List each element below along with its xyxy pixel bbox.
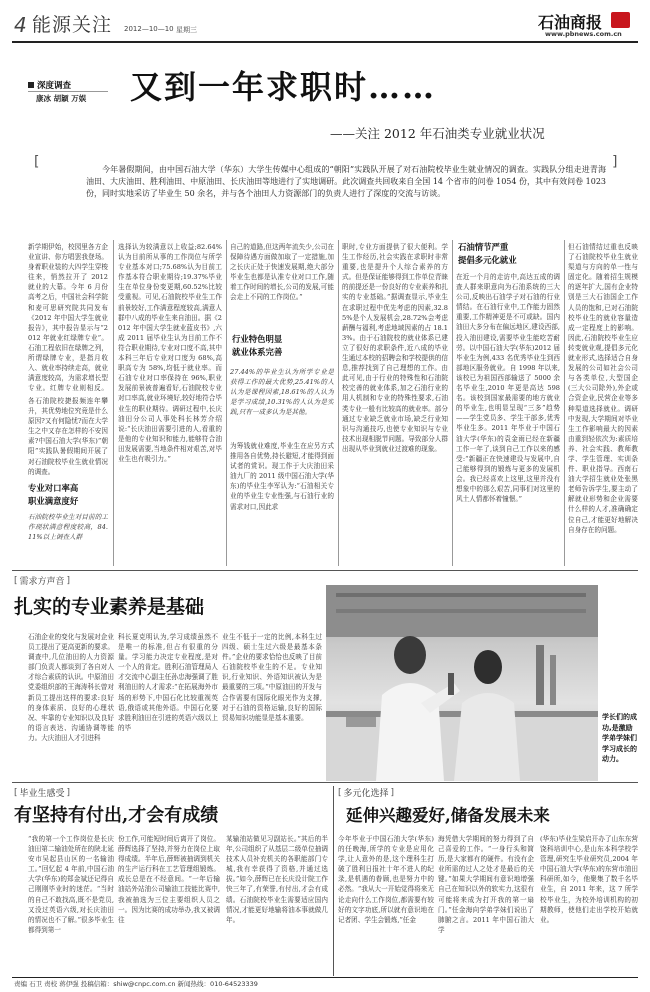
col-divider	[452, 240, 453, 566]
header-rule	[12, 41, 638, 43]
feature-col3-heading1: 行业特色明显	[232, 334, 283, 344]
feature-col1-heading1: 专业对口率高	[28, 483, 79, 493]
diverse-tag	[338, 786, 394, 799]
diverse-col3: (华东)毕业生梁启开办了山东东营饶科培训中心,是山东本科学校学管理,研究生毕业研究员,2004 年中国石油大学(华东)的东营市油田科研所,如今，他聚集了数千名毕业生，自 2011 年来，这 7 所学校毕业生，为校外培训机构的初期教师，使他们走出学校开始就业。	[540, 835, 638, 924]
logo-badge-icon	[611, 12, 630, 28]
feature-col4: 职时,专业方面提供了很大便利。学生工作经历,社会实践在求职时非常重要,也是提升个人综合素养的方式。但是保证能够得到工作单位青睐的前提还是一份良好的专业素养和扎实的专业基础。”据调查显示,毕业生在求职过程中优先考虑的因素,32.85%是个人发展机会,28.72%会考虑薪酬与福利,考虑地域因素的占 18.13%。由于石油院校的就业体系已建立了很好的求职条件,近八成的毕业生通过本校的招聘会和学校提供的信息,推荐找到了自己理想的工作。由此可见,由于行业的特殊性和石油院校完善的就业体系,加之石油行业的用人机制和专业的特殊性要求,石油类专业一般有比较高的就业率。部分通过专业缺乏就业市场,缺乏行业知识与沟通技巧,也使专业知识与专业技术出现相脱节问题。导致部分人群出现从毕业到就业过渡难的现象。	[342, 243, 448, 453]
feature-col1: 新学期伊始，校园里各方企业宣讲、你方唱罢我登场。身着职业装的大四学生穿梭往来，悄然拉开了 2012 就业的大幕。今年 6 月份高考之后，中国社会科学院和麦可思研究院共同发布《2012 年中国大学生就业报告》，其中报告显示与“2012 年就业红绿牌专业”。石油工程依旧在绿牌之列，所谓绿牌专业，是指月收入、就业率持续走高，就业满意度较高，为需求增长型专业。红牌专业则相反。	[28, 243, 108, 393]
growth-col1: “我的第一个工作岗位是长庆油田第二输油处所在的陕北延安市吴起县山区的一名输油工。”回忆起 4 年前,中国石油大学(华东)的郑金斌还记得自己刚刚毕业时的迷茫。“当时的自己不敢找高,既不是党员,又没过英语六级,对长庆油田的情况也不了解。”很多毕业生都得到第一	[28, 835, 114, 934]
feature-col3-heading2: 就业体系完善	[232, 347, 283, 357]
footer-rule	[12, 977, 638, 978]
bracket-icon: [	[14, 575, 18, 586]
section-title: 能源关注	[32, 14, 113, 36]
feature-col3c: 为筹钱就业难度,毕业生在应另方式推用各自优势,持长避短,才能得到面试者的赏识。现工作于大庆油田采油九厂的 2011 级中国石油大学(华东)的毕业生李军认为:“石油相关专业的毕业生专业性强,与石油行业的需求对口,因此求	[230, 442, 334, 511]
diverse-col1: 今年毕业于中国石油大学(华东)的任晚海,所学的专业是应用化学,让人意外的是,这个理科生打破了胜利日报社十年不进人的纪录,是机遇的眷顾,也是努力中的必然。“我从大一开始觉得将来无论走向什么工作岗位,都需要有较好的文字功底,所以就有意识地在记者团、学生会锻炼,”任金	[338, 835, 434, 924]
feature-col5-heading2: 提倡多元化就业	[458, 255, 517, 265]
diverse-tag-label: 多元化选择	[343, 789, 389, 799]
feature-tag-label: 深度调查	[37, 81, 72, 91]
square-icon	[28, 82, 34, 88]
page-header	[0, 0, 650, 46]
col-divider	[338, 240, 339, 566]
growth-col2: 份工作,可能短时间后离开了岗位。薛辉选择了坚持,并努力在岗位上取得成绩。半年后,薛辉被抽调到机关的生产运行科在工艺管理组锻炼。成长总是在不经意间。“一年后输油站外站油公司输油工技能比赛中,我被抽选为三位主要组织人员之一。因为比赛的成功举办,我又被调往	[118, 835, 220, 924]
section-rule	[12, 570, 638, 571]
newspaper-website: www.pbnews.com.cn	[545, 30, 622, 38]
feature-col3b: 27.44%的毕业生认为所学专业是获得工作的最大优势,25.41%的人认为是课程因素,18.61%的人认为是学习成绩,10.31%的人认为是实践,只有一成多认为是其他。	[230, 368, 334, 417]
feature-col1-heading2: 职业满意度好	[28, 496, 79, 506]
growth-col3: 某输油站做见习副站长。”其后的半年,公司组织了从基层二级单位抽调技术人员补充机关的各职能部门专城,我有幸获得了资格,并通过选拔。”如今,薛辉已在长庆设计院工作快三年了,有荣誉,有付出,才会有成绩。石油院校毕业生需要适应国内情况,才能更好地输将油本事就做几年。	[226, 835, 328, 924]
bracket-icon: ]	[66, 787, 71, 798]
demand-title: 扎实的专业素养是基础	[14, 596, 205, 618]
diverse-col2: 海凭借大学期间的努力得到了自己喜爱的工作。“一身行头和简历,是大家都有的硬件。有没有企业所需的过人之处才是最后的关键。”如果大学期间有意识地增强自己在知识以外的软实力,这很有可能将来成为打开我的第一扇门。”任金海向学弟学妹们说出了肺腑之言。2011 年中国石油大学	[438, 835, 534, 934]
demand-tag-label: 需求方声音	[19, 577, 65, 587]
feature-col5-heading1: 石油情节严重	[458, 242, 509, 252]
demand-col1: 石油企业的变化与发展对企业员工提出了更高更新的要求。调查中,几位油田的人力资源部门负责人都谈到了各自对人才综合素质的认识。中原油田党委组织部的王海涛科长曾对新员工提出这样的要求:良好的身体素质、良好的心理状况、牢靠的专业知识以及良好的语言表达、沟通协调等能力。大庆油田人才引进科	[28, 633, 114, 742]
growth-tag-label: 毕业生感受	[19, 789, 65, 799]
growth-title: 有坚持有付出,才会有成绩	[14, 805, 219, 826]
feature-title: 又到一年求职时……	[130, 68, 437, 106]
issue-date: 2012—10—10	[124, 25, 174, 33]
growth-tag	[14, 786, 70, 799]
feature-col3: 自己的道路,但这两年流失少,公司在保障待遇方面做加取了一定措施,加之长庆正处于快速发展期,绝大部分毕业生也都是认准专业对口工作,随着工作时间的增长,公司的发展,可能会走上不同的工作岗位。”	[230, 243, 334, 302]
page-number: 4	[14, 13, 27, 37]
col-divider	[564, 240, 565, 566]
feature-lead: 今年暑假期间，由中国石油大学（华东）大学生传媒中心组成的“朝阳”实践队开展了对石油院校毕业生就业情况的调查。实践队分组走进青海油田、大庆油田、胜利油田、中原油田、长庆油田等地进行了实地调研。此次调查共回收来自全国 14 个省市的问卷 1054 份，其中有效问卷 1023 份，同时实地采访了毕业生 50 余名，并与各个油田人力资源部门的负责人进行了深度的交流与访谈。	[86, 165, 606, 199]
lead-quote-icon-right: ]	[612, 154, 618, 170]
feature-tag	[28, 79, 71, 91]
feature-col5: 在近一个月的走访中,高达五成的调查人群来职意向为石油系统的三大公司,反映出石油学子对石油的行业情结。在石油行业中,工作能力固然重要,工作精神更是不可或缺。国内油田大多分布在偏远地区,建设西部,投入油田建设,需要毕业生能吃苦耐劳。以中国石油大学(华东)2012 届毕业生为例,433 名优秀毕业生到西部地区服务就业。自 1998 年以来,该校已为祖国西部输送了 5000 余名毕业生,2010 年更是高达 598 名。该校到国家最需要的地方就业的毕业生,也明显呈现“三多”趋势——学生党员多、学生干部多,优秀毕业生多。2011 年毕业于中国石油大学(华东)的袁金雨已经在新疆工作一年了,谈到自己工作以来的感受:“新疆正在快速建设与发展中,自己能够得到的锻炼与更多的发展机会。我已经喜欢上这里,这里并没有想象中的那么艰苦,同事们对这里的风土人情都怀着憧憬。”	[456, 273, 560, 504]
feature-authors: 康冰 胡颖 万娱	[36, 94, 87, 103]
photo-caption: 学长们的成功,是激励学弟学妹们学习成长的动力。	[602, 713, 637, 763]
newspaper-logo: 石油商报	[538, 13, 603, 32]
col-divider	[113, 240, 114, 566]
demand-tag	[14, 574, 70, 587]
section-divider	[333, 786, 334, 976]
bracket-icon: [	[338, 787, 342, 798]
issue-weekday: 星期三	[176, 26, 197, 34]
lab-photo	[326, 585, 598, 781]
feature-col1b: 各石油院校捷报频连年攀升，其优势地位究竟是什么原因?又有何隐忧?而在大学生之中又存在怎样的不安因素?中国石油大学(华东)“朝阳”实践队暑假期间开展了对石油院校毕业生就业情况的调查。	[28, 397, 108, 476]
feature-col6: 但石油情结过重也反映了石油院校毕业生就业渠道与方向的单一性与固定化。随着招生规模的逐年扩大,国有企业特别是三大石油国企工作人员的饱和,已对石油院校毕业生的就业容量造成一定程度上的影响。因此,石油院校毕业生应转变就业观,提倡多元化就业形式,选择适合自身发展的公司如社会公司与各类单位,大型国企(三大公司除外),外企或合资企业,民营企业等多种渠道选择就业。调研中发现,大学期间对毕业生工作影响最大的因素由重到轻依次为:素质培养、社会实践、教师教学、学生管理、实训条件、职业指导。西南石油大学招生就业处张黑老师告诉学生,要主动了解就业形势和企业需要什么样的人才,准确确定位自己,才能更好地解决自身存在的问题。	[568, 243, 638, 534]
feature-col2: 选择认为较满意以上收益;82.64%认为目前所从事的工作岗位与所学专业基本对口;75.68%认为目前工作基本符合职业期待;19.37%毕业生在单位身份变更期,60.52%比较受重视。可见,石油院校毕业生工作前景较好,工作满意程度较高,满意人群中八成的毕业生来自油田。据《2012 年中国大学生就业蓝皮书》,六成 2011 届毕业生认为目前工作不符合职业期待,专业对口度不高,其中本科三年后专业对口度为 68%,高职高专为 58%,均低于就业率。而石油专业对口率保持在 96%,职业发展前景被普遍看好,石油院校专业对口率高,就业环境好,较好地符合毕业生的职业期待。调研过程中,长庆油田分公司人事处科长林芳介绍说:“长庆油田需要引进的人,看重的是他的专业知识和能力,能够符合油田发展需要,当地条件相对艰苦,对毕业生也有吸引力。”	[118, 243, 222, 463]
lead-quote-icon: [	[34, 154, 40, 170]
diverse-title: 延伸兴趣爱好,储备发展未来	[346, 806, 550, 825]
bracket-icon: ]	[66, 575, 71, 586]
footer-credits: 责编 石卫 责校 蒋伊强 投稿信箱：shiw@cnpc.com.cn 新闻热线：010-64523339	[14, 980, 258, 988]
demand-col2: 科长夏克明认为,学习成绩虽然不是唯一的标准,但占有很重的分量。学习能力决定专业程度,是对一个人的肯定。胜利石油管理局人才交流中心副主任孙忠海强调了胜利油田的人才需求:“在拓展海外市场的形势下,中国石化比较重视英语,俄语或其他外语。中国石化要求胜利油田在引进的英语六级以上的毕	[118, 633, 218, 732]
section-rule	[12, 782, 638, 783]
tag-underline	[28, 91, 108, 92]
feature-subtitle: ——关注 2012 年石油类专业就业状况	[330, 126, 545, 141]
bracket-icon: [	[14, 787, 18, 798]
feature-col1c: 石油院校毕业生对目前的工作现状满意程度较高，84.11%以上调查人群	[28, 513, 108, 542]
bracket-icon: ]	[390, 787, 395, 798]
demand-col3: 业生不低于一定的比例,本科生过四级、硕士生过六级是最基本条件。”企业的要求恰恰也反映了目前石油院校毕业生的不足。专业知识,行业知识、外语知识被认为是最重要的三项。”中原油田的开发与合作需要有国际化眼光作为支撑,对于石油的资格运输,良好的国际贸易知识功能显是基本重要。	[222, 633, 322, 722]
col-divider	[226, 240, 227, 566]
